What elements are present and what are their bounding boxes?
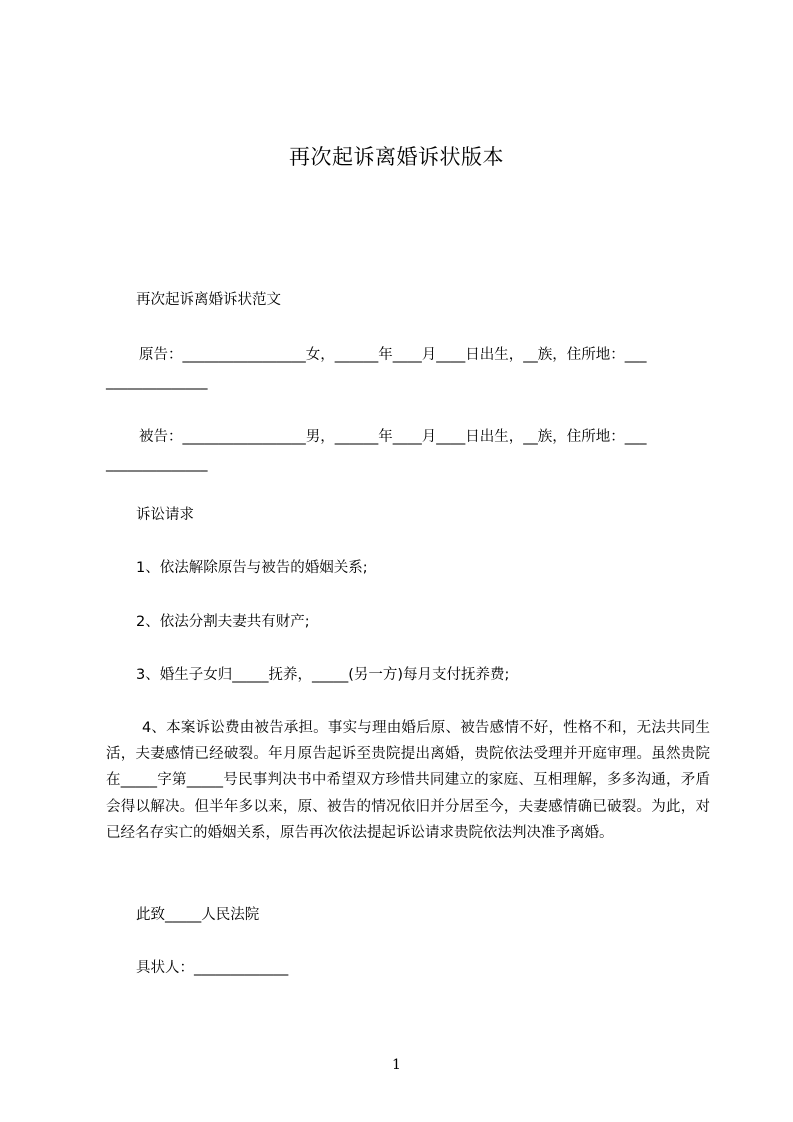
plaintiff-line-1: 原告：_________________女，______年____月____日出生，__族，住所地：___ — [139, 347, 647, 363]
claim-item: 3、婚生子女归_____抚养，_____(另一方)每月支付抚养费; — [136, 667, 510, 683]
claims-heading: 诉讼请求 — [136, 507, 194, 523]
plaintiff-line-2: ______________ — [106, 374, 208, 390]
page-title: 再次起诉离婚诉状版本 — [289, 145, 504, 169]
claim-item: 2、依法分割夫妻共有财产; — [136, 614, 310, 630]
page-number: 1 — [392, 1057, 401, 1073]
facts-paragraph — [106, 715, 710, 846]
subtitle: 再次起诉离婚诉状范文 — [136, 292, 281, 308]
claim-item: 1、依法解除原告与被告的婚姻关系; — [136, 560, 368, 576]
closing-line: 此致_____人民法院 — [136, 907, 260, 923]
signature-line: 具状人：_____________ — [136, 960, 289, 976]
defendant-line-1: 被告：_________________男，______年____月____日出生，__族，住所地：___ — [139, 429, 647, 445]
facts-text: 4、本案诉讼费由被告承担。事实与理由婚后原、被告感情不好，性格不和，无法共同生活，夫妻感情已经破裂。年月原告起诉至贵院提出离婚，贵院依法受理并开庭审理。虽然贵院在_____字第_____号民事判决书中希望双方珍惜共同建立的家庭、互相理解，多多沟通，矛盾会得以解决。但半年多以来，原、被告的情况依旧并分居至今，夫妻感情确已破裂。为此，对已经名存实亡的婚姻关系，原告再次依法提起诉讼请求贵院依法判决准予离婚。 — [106, 720, 710, 841]
defendant-line-2: ______________ — [106, 456, 208, 472]
